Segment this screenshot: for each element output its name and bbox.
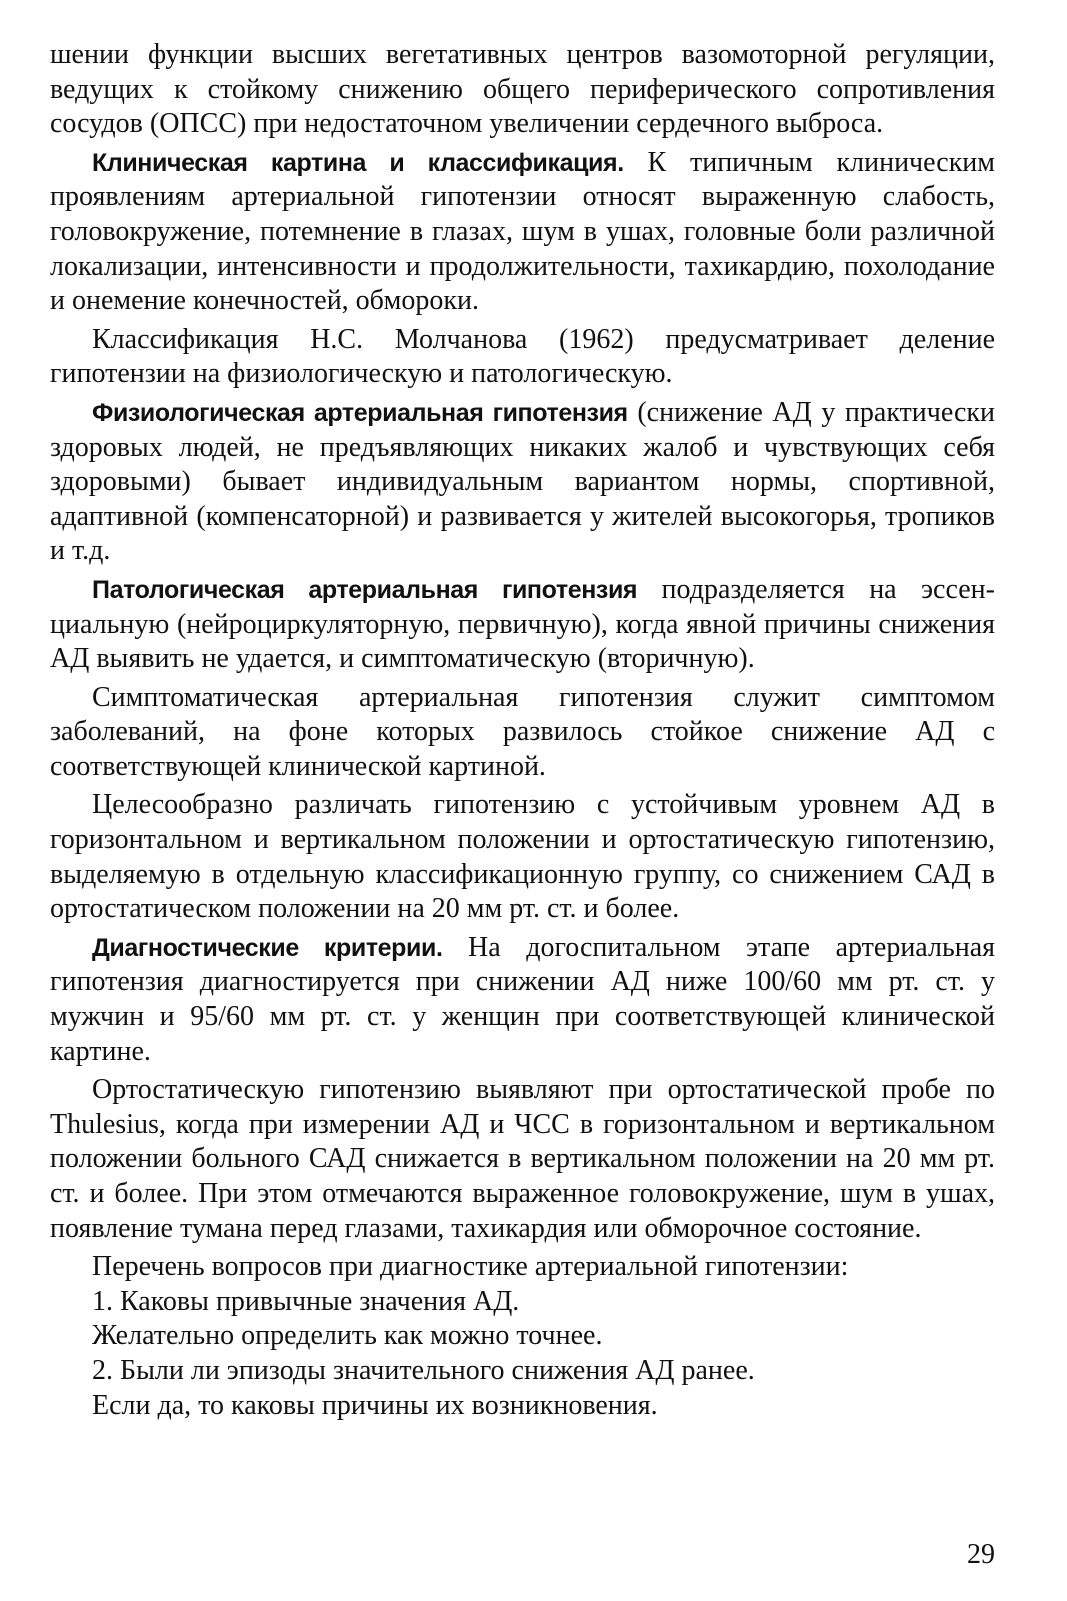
paragraph-heading: Клиническая картина и классификация. bbox=[92, 148, 624, 177]
page-body bbox=[50, 38, 995, 1423]
paragraph-continuation bbox=[50, 38, 995, 142]
paragraph-question-list-intro bbox=[50, 1250, 995, 1285]
paragraph-text: 2. Были ли эпизоды значительного снижения АД ранее. bbox=[92, 1354, 755, 1386]
paragraph-text: Если да, то каковы причины их возникновения. bbox=[92, 1389, 658, 1421]
page-number: 29 bbox=[967, 1539, 995, 1570]
list-item-question-2 bbox=[50, 1354, 995, 1389]
paragraph-text: Ортостатическую гипотензию выявляют при ортостатической пробе по Thulesius, когда при измерении АД и ЧСС в горизонтальном и вертикальном положении больного САД снижается в вертикальном положении на 20 мм рт. ст. и более. При этом отмечаются выраженное головокружение, шум в ушах, появление тумана перед глазами, тахикардия или обморочное состояние. bbox=[50, 1074, 995, 1244]
list-item-note-1 bbox=[50, 1319, 995, 1354]
paragraph-heading: Физиологическая артериальная гипотензия bbox=[92, 398, 628, 427]
paragraph-clinical-picture bbox=[50, 146, 995, 319]
paragraph-heading: Диагностические критерии. bbox=[92, 933, 443, 962]
paragraph-text: Целесообразно различать гипотензию с устойчивым уровнем АД в горизонтальном и вертикальном положении и ортостатическую гипотензию, выделяемую в отдельную классификационную группу, со снижением САД в ортостатическом положении на 20 мм рт. ст. и более. bbox=[50, 789, 995, 925]
paragraph-physiological-hypotension bbox=[50, 396, 995, 569]
paragraph-text: Перечень вопросов при диагностике артериальной гипотензии: bbox=[92, 1251, 849, 1283]
paragraph-text: К типичным клиническим проявлениям артериальной гипотензии относят выраженную слабость, головокружение, потемнение в глазах, шум в ушах, головные боли различной локализации, интенсивности и продолжительности, тахикардию, похолодание и онемение конечностей, обмороки. bbox=[50, 146, 995, 317]
paragraph-heading: Патологическая артериальная гипотензия bbox=[92, 575, 638, 604]
paragraph-orthostatic-distinction bbox=[50, 788, 995, 926]
paragraph-orthostatic-test bbox=[50, 1073, 995, 1246]
paragraph-pathological-hypotension bbox=[50, 573, 995, 677]
paragraph-text: Классификация Н.С. Молчанова (1962) предусматривает деление гипотензии на физиологическую и патологическую. bbox=[50, 323, 995, 390]
list-item-question-1 bbox=[50, 1285, 995, 1320]
paragraph-classification bbox=[50, 323, 995, 392]
paragraph-text: шении функции высших вегетативных центров вазомоторной регуляции, ведущих к стойкому снижению общего периферического сопротивления сосудов (ОПСС) при недостаточном увеличении сердечного выброса. bbox=[50, 39, 995, 140]
paragraph-symptomatic-hypotension bbox=[50, 681, 995, 785]
paragraph-text: Симптоматическая артериальная гипотензия служит симптомом заболеваний, на фоне которых развилось стойкое снижение АД с соответствующей клинической картиной. bbox=[50, 681, 995, 782]
paragraph-text: На догоспитальном этапе артериальная гипотензия диагностируется при снижении АД ниже 100/60 мм рт. ст. у мужчин и 95/60 мм рт. ст. у женщин при соответствующей клинической картине. bbox=[50, 931, 996, 1067]
paragraph-text: 1. Каковы привычные значения АД. bbox=[92, 1285, 520, 1317]
paragraph-text: Желательно определить как можно точнее. bbox=[92, 1320, 603, 1352]
paragraph-text: подразделяется на эссенциальную (нейроциркуляторную, первичную), когда явной причины снижения АД выявить не удается, и симптоматическую (вторичную). bbox=[50, 573, 995, 675]
paragraph-text: (снижение АД у практически здоровых людей, не предъявляющих никаких жалоб и чувствующих себя здоровыми) бывает индивидуальным вариантом нормы, спортивной, адаптивной (компенсаторной) и развивается у жителей высокогорья, тропиков и т.д. bbox=[50, 396, 995, 567]
paragraph-diagnostic-criteria bbox=[50, 931, 995, 1069]
list-item-note-2 bbox=[50, 1389, 995, 1424]
